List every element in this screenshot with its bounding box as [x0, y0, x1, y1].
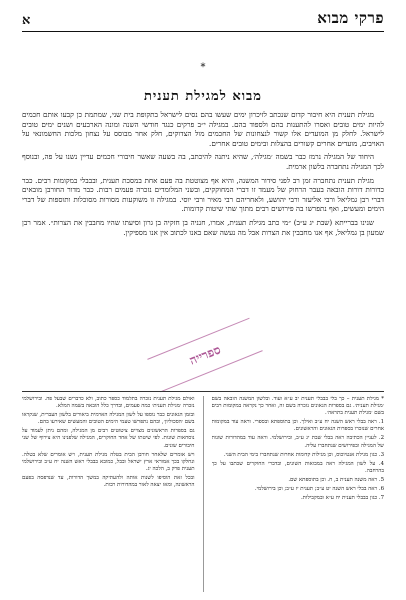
footnote: ובכל זאת הוסיפו לשנות אותה ולהעתיקה במשך הדורות, עד שנדפסה בפעם הראשונה, ומאז יצאה לאור במהדורות רבות. [22, 474, 195, 489]
header-rule [22, 31, 384, 32]
footnote: 2. לעניין הכתיבה ראה בבלי שבת יג ע״ב, ובירושלמי. וראה עוד במהדורות שונות של המגילה ובפירושים שנתחברו עליה. [211, 435, 384, 449]
footnote: גם בספרות הראשונים מצויים ציטוטים רבים מן המגילה, ומהם ניתן לעמוד על נוסחאות שונות. לפי שיטתו של אחד החוקרים, המגילה שלפנינו היא צירוף של שני חיבורים שונים. [22, 428, 195, 449]
footnote: 5. ראה משנה תענית ב, ח. וכן בתוספתא שם. [288, 476, 384, 483]
footnote: 1. ראה בבלי ראש השנה יח ע״ב ואילך. וכן בתוספתא ובספרי. וראה עוד במקומות אחרים שנזכרו בספרות הגאונים והראשונים. [211, 419, 384, 433]
body-paragraph: היחוד של המגילה נרמז כבר בשמה ׳מגילה׳, שהיא ניתנה להיכתב, בה בשעה שאשר חיבורי חכמים עדיין נשנו על פה, ובנוסף לכך המגילה נתחברה בלשון ארמית. [22, 152, 384, 171]
footnote-rule [22, 391, 384, 392]
footnote: * מגילת תענית – כך בלי בבבלי תענית יב ע״א ועוד. ובלשון המשנה הובאה בשם ׳מגילת תענית׳. גם בספרות הגאונים נזכרה בשם זה, ואחר כך נקראה במקומות רבים בשם ׳מגילת תענית בתראה׳. [211, 396, 384, 417]
footnote: ויש אומרים שלאחר חורבן הבית בטלה מגילת תענית, ויש אומרים שלא בטלה. ונחלקו בכך אמוראי ארץ ישראל ובבל, כמובא בבבלי ראש השנה יח ע״ב ובירושלמי תענית פרק ב, הלכה יג. [22, 451, 195, 472]
footnote-column-right [212, 396, 385, 592]
page-number: א [22, 13, 31, 28]
footnote: ובזמן הגאונים כבר נוספו על לשון המגילה הארמית ביאורים בלשון העברית, שנקראו בשם ׳הסכוליון׳, ובהם נתפרשו טעמי הימים הטובים והמעשים שאירעו בהם. [22, 412, 195, 426]
footnote-column-left [22, 396, 195, 592]
footnotes [22, 396, 384, 592]
footnote: 6. ראה בבלי ראש השנה יט ע״ב; תענית יז ע״ב; וכן בירושלמי. [254, 486, 384, 493]
stamp-text: ספרייה [187, 342, 223, 368]
footnote: 3. כגון מגילת אנטיוכוס, וכן מגילות קדומות אחרות שנתחברו בימי הבית השני. [223, 451, 384, 458]
footnote: ואולם מגילת תענית נזכרה בתלמוד כספר כתוב, ולא כדברים שבעל פה. ובירושלמי נזכרה ׳מגילת תענית׳ כמה פעמים, ובדרך כלל הובאה בשמה המלא. [22, 396, 195, 410]
running-title: פרקי מבוא [317, 9, 384, 27]
body-paragraph: מגילת תענית נתחברה זמן רב לפני סידור המשנה, והיא אף מצוטטת בה פעם אחת במסכת תענית, ובבבלי במקומות רבים. כבר כדורות דורות הובאה בעבר הרחוק של מעמד זו דברי המחוקקים, ובשני המלומדים נזכרה פעמים רבות. כבר מדור החורבן מובאים דברי רבן גמליאל ורבי אליעזר ורבי יהושע, ולאחריהם רבי מאיר ורבי יוסי. במגילה זו משוקעות מסורות מסוכלות ותוספות של דברי הימים ומעשים, ואף נתפרשו בה פירושים רבים מתוך שתי שיטות קדומות. [22, 175, 384, 214]
section-title: מבוא למגילת תענית [143, 89, 263, 104]
running-header [22, 8, 384, 28]
main-text [22, 110, 384, 386]
body-paragraph: מגילת תענית היא חיבור קדום שנכתב לזיכרון ימים שעשו בהם נסים לישראל בתקופת בית שני, שמתמת כן קבעו אותם חכמים להיות ימים טובים ואסרו להתענות בהם ולספוד בהם. במגילה י״ב פרקים כנגד חודשי השנה ומונה הארבעים ושנים ימים טובים לישראל. לחלק מן המועדים אלו קשור לנצחונות של החכמים מול הצדוקים, חלק אחר מבוסס על נצחון מלכות החשמונאי על האויבים, מועדים אחרים קשורים בהצלות ובימים טובים אחרים. [22, 110, 384, 148]
footnote: 4. על לשון המגילה ראה במבואות השונים, ובדברי החוקרים שכתבו על כך בהרחבה. [211, 460, 384, 474]
column-divider [203, 396, 204, 592]
body-paragraph: שנינו בברייתא (שבת יג ע״ב) ״מי כתב מגילת תענית, אמרו, חנניה בן חזקיה בן גרון וסיעתו שהיו מחבבין את הצרות״. אמר רבן שמעון בן גמליאל, אף אנו מחבבין את הצרות אבל מה נעשה שאם באנו לכתוב אין אנו מספיקין. [22, 217, 384, 237]
section-ornament: * [200, 62, 206, 73]
footnote: 7. כגון בבבלי תענית יח ע״א ובמקבילות. [300, 495, 384, 502]
